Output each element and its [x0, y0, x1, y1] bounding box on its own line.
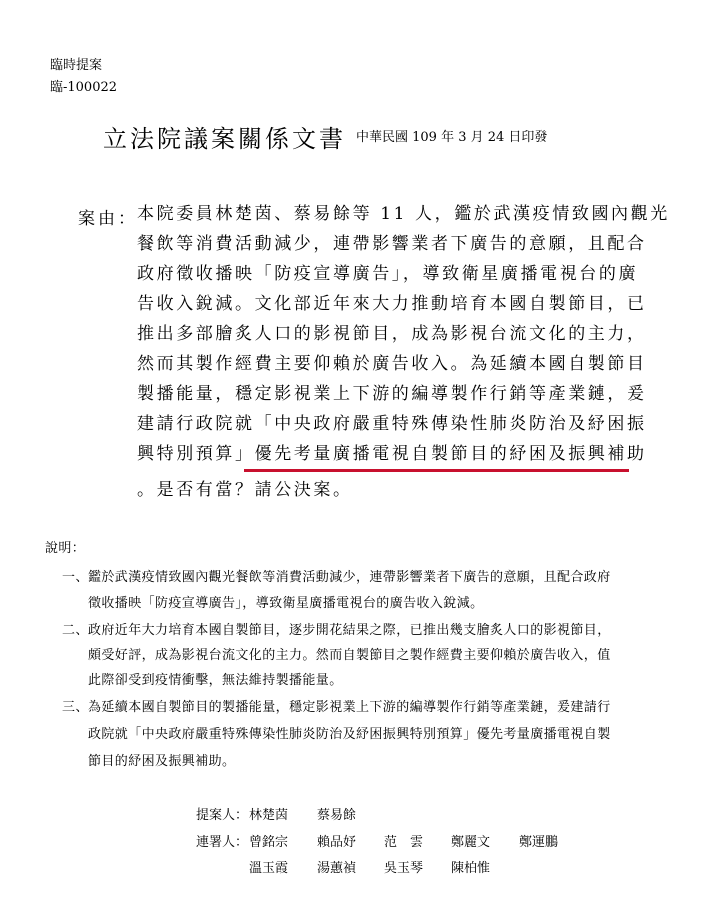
- case-line-prefix: 興特別預算」: [137, 444, 255, 464]
- case-line: 政府徵收播映「防疫宣導廣告」，導致衛星廣播電視台的廣: [137, 264, 639, 284]
- cosigner-name: 溫玉霞: [249, 861, 289, 876]
- highlight-underline: [244, 469, 629, 472]
- explanation-line: 頗受好評，成為影視台流文化的主力。然而自製節目之製作經費主要仰賴於廣告收入，值: [88, 648, 611, 663]
- doc-type: 臨時提案: [50, 58, 103, 73]
- explanation-line: 為延續本國自製節目的製播能量，穩定影視業上下游的編導製作行銷等產業鏈，爰建請行: [88, 700, 611, 715]
- explanation-line: 政院就「中央政府嚴重特殊傳染性肺炎防治及紓困振興特別預算」優先考量廣播電視自製: [88, 727, 611, 742]
- doc-number: 臨-100022: [50, 80, 118, 95]
- cosigner-name: 湯蕙禎: [317, 861, 357, 876]
- case-line: 。是否有當？請公決案。: [137, 480, 353, 500]
- explanation-line: 政府近年大力培育本國自製節目，逐步開花結果之際，已推出幾支膾炙人口的影視節目，: [88, 623, 611, 638]
- cosigner-name: 曾銘宗: [249, 835, 289, 850]
- cosigner-name: 陳柏惟: [451, 861, 491, 876]
- cosigner-name: 吳玉琴: [384, 861, 424, 876]
- cosigner-name: 鄭運鵬: [519, 835, 559, 850]
- case-line: 然而其製作經費主要仰賴於廣告收入。為延續本國自製節目: [137, 354, 647, 374]
- cosigner-name: 賴品妤: [317, 835, 357, 850]
- case-label: 案由：: [78, 209, 138, 229]
- page-title: 立法院議案關係文書: [103, 125, 346, 153]
- explanation-line: 節目的紓困及振興補助。: [88, 754, 236, 769]
- item-number: 一、: [62, 570, 89, 585]
- item-number: 三、: [62, 700, 89, 715]
- explanation-label: 說明：: [45, 541, 86, 556]
- explanation-line: 此際卻受到疫情衝擊，無法維持製播能量。: [88, 673, 343, 688]
- item-number: 二、: [62, 623, 89, 638]
- proposer-name: 蔡易餘: [317, 808, 357, 823]
- case-line: 餐飲等消費活動減少，連帶影響業者下廣告的意願，且配合: [137, 234, 647, 254]
- cosigners-label: 連署人：: [196, 835, 249, 850]
- print-date: 中華民國 109 年 3 月 24 日印發: [356, 130, 548, 145]
- case-line: 製播能量，穩定影視業上下游的編導製作行銷等產業鏈，爰: [137, 384, 647, 404]
- case-line: [137, 444, 647, 464]
- case-line: 推出多部膾炙人口的影視節目，成為影視台流文化的主力，: [137, 324, 647, 344]
- cosigner-name: 范 雲: [384, 835, 424, 850]
- proposer-name: 林楚茵: [249, 808, 289, 823]
- highlighted-text: 優先考量廣播電視自製節目的紓困及振興補助: [254, 444, 647, 464]
- case-line: 告收入銳減。文化部近年來大力推動培育本國自製節目，已: [137, 294, 647, 314]
- case-line: 本院委員林楚茵、蔡易餘等 11 人，鑑於武漢疫情致國內觀光: [137, 204, 670, 224]
- proposers-label: 提案人：: [196, 808, 249, 823]
- explanation-line: 徵收播映「防疫宣導廣告」，導致衛星廣播電視台的廣告收入銳減。: [88, 596, 484, 611]
- cosigner-name: 鄭麗文: [451, 835, 491, 850]
- explanation-line: 鑑於武漢疫情致國內觀光餐飲等消費活動減少，連帶影響業者下廣告的意願，且配合政府: [88, 570, 611, 585]
- case-line: 建請行政院就「中央政府嚴重特殊傳染性肺炎防治及紓困振: [137, 414, 647, 434]
